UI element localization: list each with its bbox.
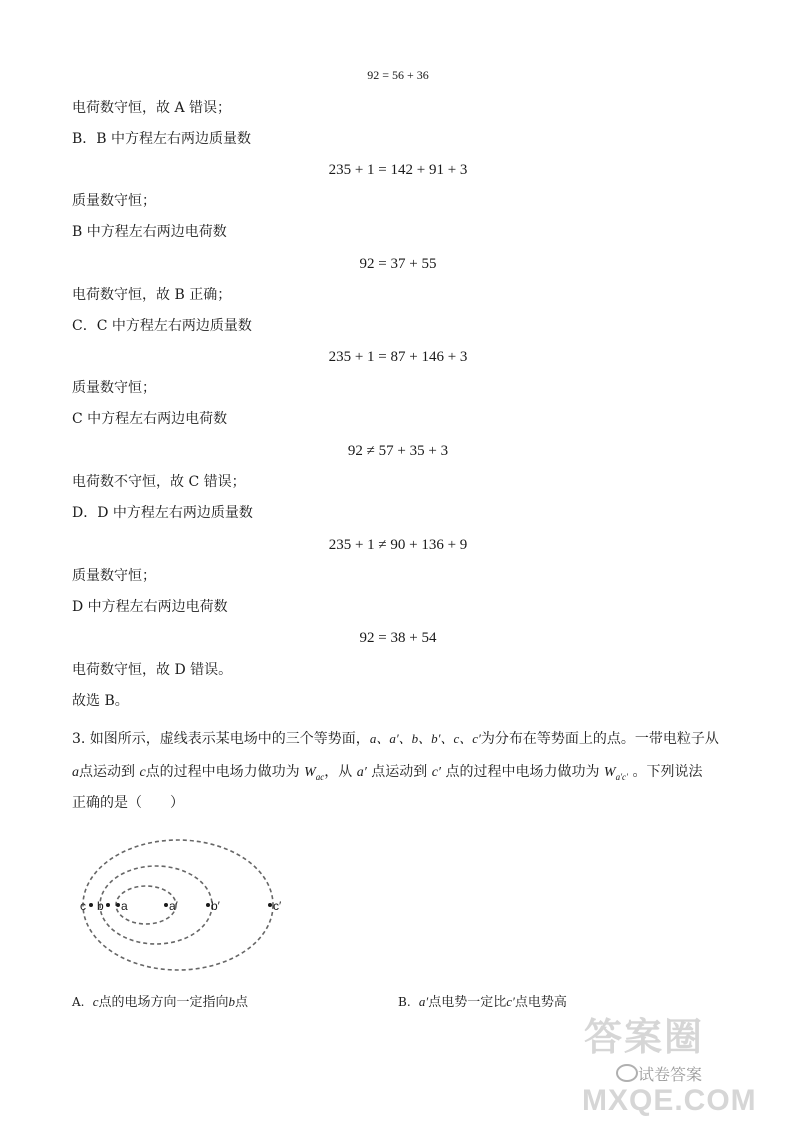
equation-mass-d: 235 + 1 ≠ 90 + 136 + 9 <box>328 537 468 553</box>
point-b-prime <box>206 903 210 907</box>
watermark-site: MXQE.COM <box>582 1084 757 1117</box>
text-line: 质量数守恒； <box>72 380 156 396</box>
text-line: C．C 中方程左右两边质量数 <box>72 318 252 334</box>
watermark <box>578 998 788 1118</box>
text-line: 电荷数不守恒，故 C 错误； <box>72 474 246 490</box>
text-line: D．D 中方程左右两边质量数 <box>72 505 253 521</box>
label-a-prime: a′ <box>169 899 178 913</box>
text-line: 电荷数守恒，故 D 错误。 <box>72 662 233 678</box>
question-line-3: 正确的是（ ） <box>72 795 184 811</box>
equation-charge-c: 92 ≠ 57 + 35 + 3 <box>347 443 449 459</box>
question-line-1: 3. 如图所示，虚线表示某电场中的三个等势面，a、a′、b、b′、c、c′为分布在等势面上的点。一带电粒子从 <box>72 731 719 747</box>
text-line: D 中方程左右两边电荷数 <box>72 599 228 615</box>
label-b-prime: b′ <box>211 899 220 913</box>
label-c: c <box>80 899 86 913</box>
text-line: C 中方程左右两边电荷数 <box>72 411 228 427</box>
point-c <box>89 903 93 907</box>
text-line: 电荷数守恒，故 B 正确； <box>72 287 232 303</box>
text-line: B 中方程左右两边电荷数 <box>72 224 227 240</box>
point-c-prime <box>268 903 272 907</box>
label-b: b <box>97 899 104 913</box>
text-line: 质量数守恒； <box>72 568 156 584</box>
equation-charge-a: 92 = 56 + 36 <box>367 68 429 82</box>
outer-equipotential <box>83 840 273 970</box>
equation-charge-d: 92 = 38 + 54 <box>359 630 437 646</box>
wechat-icon <box>616 1064 638 1082</box>
point-list: a、a′、b、b′、c、c′ <box>369 731 481 746</box>
watermark-caption: 试卷答案 <box>638 1065 703 1084</box>
equation-charge-b: 92 = 37 + 55 <box>359 256 437 272</box>
point-a-prime <box>164 903 168 907</box>
point-b <box>106 903 110 907</box>
equation-mass-c: 235 + 1 = 87 + 146 + 3 <box>328 349 468 365</box>
point-a <box>116 903 120 907</box>
watermark-brand: 答案圈 <box>584 1015 705 1059</box>
label-c-prime: c′ <box>273 899 282 913</box>
text-line: 电荷数守恒，故 A 错误； <box>72 100 232 116</box>
text-line: 故选 B。 <box>72 693 129 709</box>
equation-mass-b: 235 + 1 = 142 + 91 + 3 <box>328 162 468 178</box>
text-line: B．B 中方程左右两边质量数 <box>72 131 252 147</box>
question-line-2: a点运动到 c点的过程中电场力做功为 $W_{ac}$，从 a′ 点运动到 c′ 点的过程中电场力做功为 $W_{a'c'}$ 。下列说法 <box>72 764 703 782</box>
option-b: B. a′点电势一定比c′点电势高 <box>398 994 567 1010</box>
label-a: a <box>121 899 128 913</box>
equipotential-figure <box>78 833 298 983</box>
text-line: 质量数守恒； <box>72 193 156 209</box>
option-a: A. c点的电场方向一定指向b点 <box>72 994 249 1010</box>
